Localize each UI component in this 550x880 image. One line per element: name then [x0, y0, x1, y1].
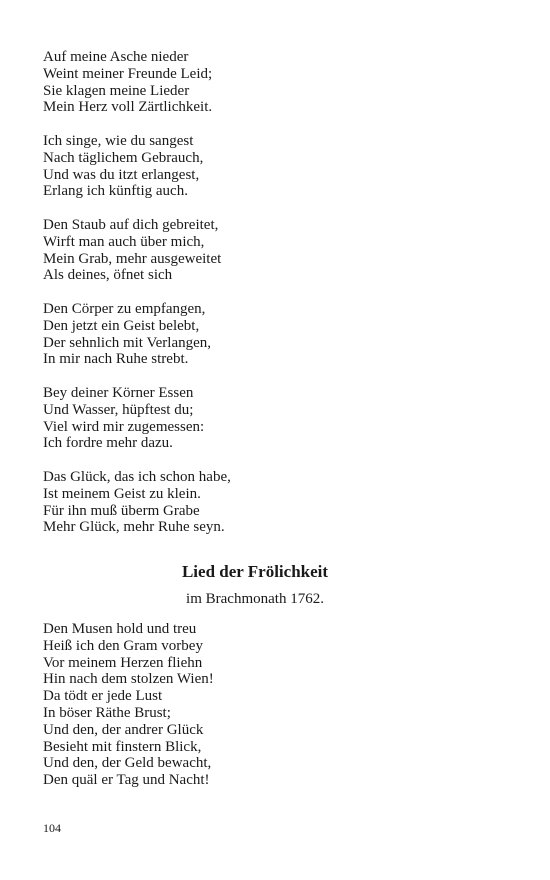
verse-line: Und Wasser, hüpftest du;: [43, 401, 194, 418]
verse-line: Wirft man auch über mich,: [43, 233, 205, 250]
verse-line: In mir nach Ruhe strebt.: [43, 351, 189, 368]
verse-line: Als deines, öfnet sich: [43, 267, 173, 284]
verse-line: In böser Räthe Brust;: [43, 704, 171, 721]
stanza: [43, 385, 503, 452]
verse-line: Nach täglichem Gebrauch,: [43, 149, 204, 166]
stanza: [43, 469, 503, 536]
verse-line: Da tödt er jede Lust: [43, 688, 163, 705]
verse-line: Ich fordre mehr dazu.: [43, 435, 173, 452]
verse-line: Viel wird mir zugemessen:: [43, 418, 205, 435]
verse-line: Den Cörper zu empfangen,: [43, 301, 206, 317]
verse-line: Den Musen hold und treu: [43, 621, 197, 637]
verse-line: Und den, der Geld bewacht,: [43, 755, 212, 772]
stanza: [43, 49, 503, 116]
stanza: [43, 621, 503, 789]
verse-line: Sie klagen meine Lieder: [43, 82, 190, 99]
verse-line: Ich singe, wie du sangest: [43, 133, 194, 149]
verse-line: Besieht mit finstern Blick,: [43, 738, 202, 755]
verse-line: Den Staub auf dich gebreitet,: [43, 217, 219, 233]
verse-line: Und was du itzt erlangest,: [43, 166, 200, 183]
verse-line: Bey deiner Körner Essen: [43, 385, 194, 401]
verse-line: Erlang ich künftig auch.: [43, 183, 188, 200]
stanza: [43, 133, 503, 200]
verse-line: Vor meinem Herzen fliehn: [43, 654, 203, 671]
poem-title: Lied der Frölichkeit: [181, 562, 329, 581]
page-number: 104: [43, 821, 61, 835]
stanza: [43, 301, 503, 368]
verse-line: Und den, der andrer Glück: [43, 721, 204, 738]
verse-line: Hin nach dem stolzen Wien!: [43, 671, 214, 688]
verse-line: Für ihn muß überm Grabe: [43, 502, 200, 519]
verse-line: Der sehnlich mit Verlangen,: [43, 334, 212, 351]
verse-line: Auf meine Asche nieder: [43, 49, 189, 65]
poem-subtitle: im Brachmonath 1762.: [186, 591, 324, 607]
verse-line: Mehr Glück, mehr Ruhe seyn.: [43, 519, 225, 536]
stanza: [43, 217, 503, 284]
verse-line: Ist meinem Geist zu klein.: [43, 485, 201, 502]
verse-line: Den jetzt ein Geist belebt,: [43, 317, 200, 334]
verse-line: Mein Grab, mehr ausgeweitet: [43, 250, 222, 267]
verse-line: Mein Herz voll Zärtlichkeit.: [43, 99, 213, 116]
verse-line: Das Glück, das ich schon habe,: [43, 469, 231, 485]
verse-line: Weint meiner Freunde Leid;: [43, 65, 213, 82]
verse-line: Den quäl er Tag und Nacht!: [43, 772, 210, 789]
verse-line: Heiß ich den Gram vorbey: [43, 637, 203, 654]
